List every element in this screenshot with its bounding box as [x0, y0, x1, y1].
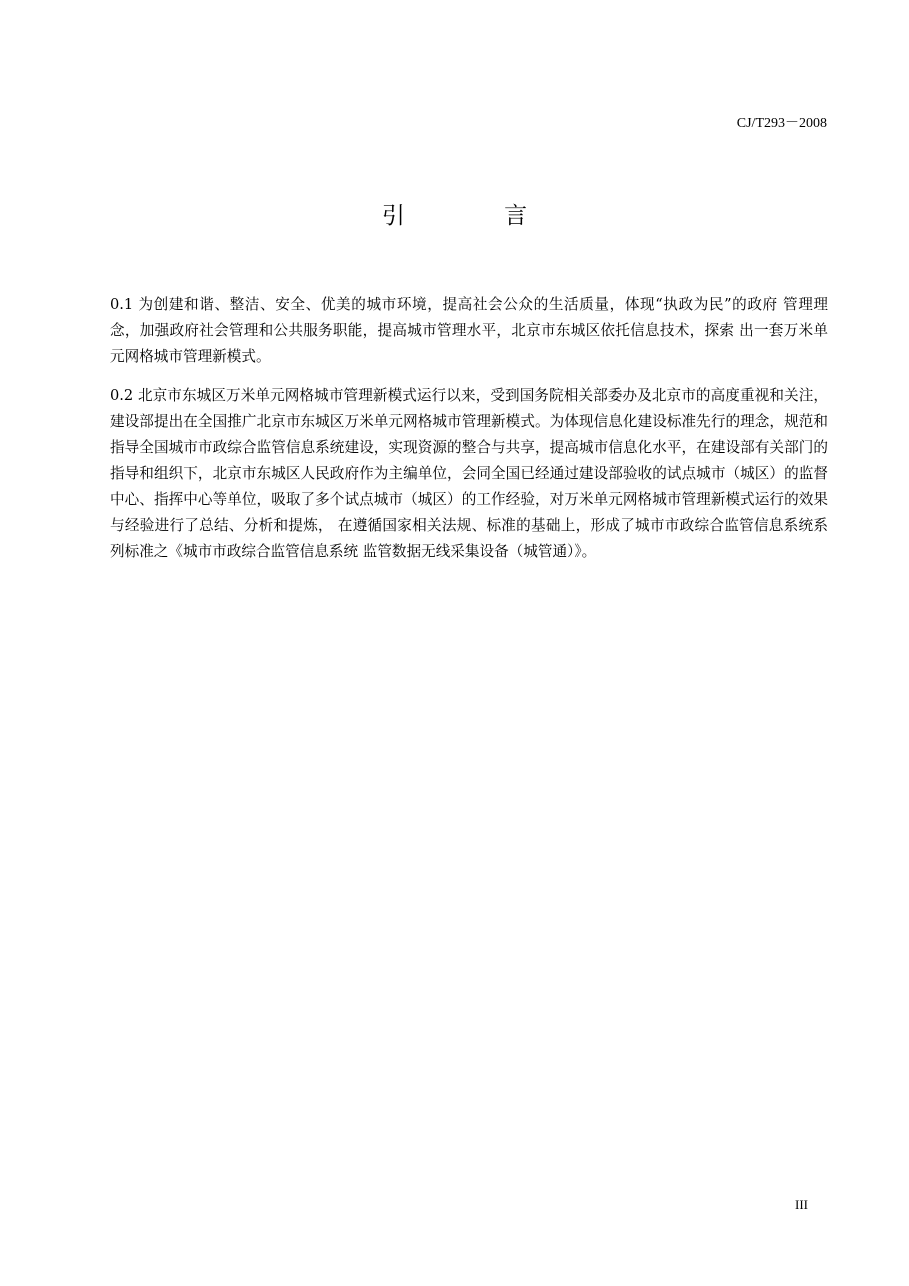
paragraph-0-2: 0.2 北京市东城区万米单元网格城市管理新模式运行以来，受到国务院相关部委办及北京市的高度重视和关注，建设部提出在全国推广北京市东城区万米单元网格城市管理新模式。为体现信息化建设标准先行的理念，规范和指导全国城市市政综合监管信息系统建设，实现资源的整合与共享，提高城市信息化水平，在建设部有关部门的指导和组织下，北京市东城区人民政府作为主编单位，会同全国已经通过建设部验收的试点城市（城区）的监督中心、指挥中心等单位，吸取了多个试点城市（城区）的工作经验，对万米单元网格城市管理新模式运行的效果与经验进行了总结、分析和提炼， 在遵循国家相关法规、标准的基础上，形成了城市市政综合监管信息系统系列标准之《城市市政综合监管信息系统 监管数据无线采集设备（城管通）》。	[110, 387, 828, 560]
standard-code: CJ/T293－2008	[736, 116, 827, 131]
page-title: 引 言	[381, 203, 574, 229]
introduction-body	[110, 292, 828, 578]
paragraph-0-1: 0.1 为创建和谐、整洁、安全、优美的城市环境，提高社会公众的生活质量，体现“执政为民”的政府 管理理念，加强政府社会管理和公共服务职能，提高城市管理水平，北京市东城区依托信息技术，探索 出一套万米单元网格城市管理新模式。	[110, 296, 828, 365]
page-number: III	[795, 1197, 808, 1212]
